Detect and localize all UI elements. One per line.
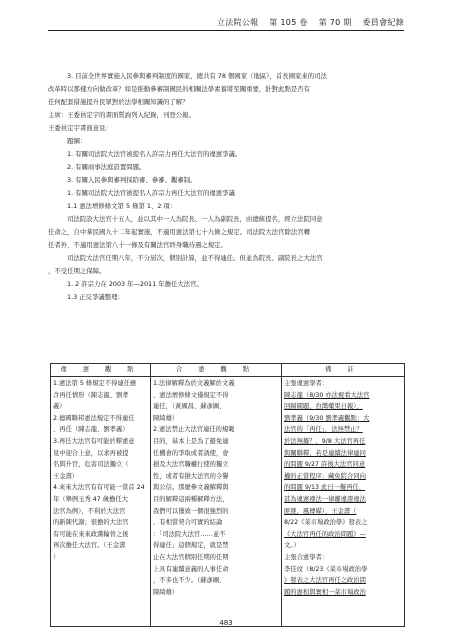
remarks-cell [282, 377, 405, 627]
cell-line: 匪匪，風傳媒）、王金壽（ [284, 507, 357, 515]
cell-line: 連任，（黃國昌、蘇彥圖、 [153, 403, 226, 411]
body-line: 主席：王委員定宇的書面質詢列入紀錄，刊登公報。 [48, 111, 195, 119]
cell-line: 法官的「再任」，法無禁止？ [284, 426, 363, 434]
body-line: 3. 目前全世界實施人民參與審判制度的國家，總共有 78 個國家（地區），首長國家來的司法 [67, 72, 327, 80]
cell-line: ：「司法院大法官……並不 [153, 530, 226, 538]
comparison-table [50, 363, 405, 627]
cell-line: 、再任（陳志龍、劉孝義） [53, 426, 129, 434]
body-line: 司法院大法官任期八年，不分屆次，個別計算，並不得連任。但並為院長、副院長之大法官 [67, 254, 323, 262]
body-line: ，不受任期之保障。 [48, 267, 106, 275]
body-text [48, 70, 404, 304]
cell-line: 2.憲法禁止大法官連任的規範 [153, 426, 235, 434]
cell-line: 於法無據？，9/8 大法官再任 [284, 437, 366, 445]
body-line: 1. 有關司法院大法官被提名人許宗力再任大法官的違憲爭議。 [67, 150, 242, 158]
body-line: 改革時以那樣方向做改革？如是推動參審制國民的相關法學素養將至關重要，針對此點是否有 [48, 85, 311, 93]
cell-line: 《大法官再任的政治問題》— [284, 530, 366, 538]
body-line: 司法院設大法官十五人，並以其中一人為院長、一人為副院長，由總統提名，經立法院同意 [67, 215, 323, 223]
cell-line: 回歸閥題，台灣藥果日報）、 [284, 403, 363, 411]
cell-line: 》發表之大法官再任之政治問 [284, 577, 366, 585]
cell-line: 含再任情形（陳志龍、劉孝 [53, 391, 129, 399]
body-line: 3. 有關人民參與審判採陪審、參審、觀審制。 [67, 176, 197, 184]
cell-line: 3.再任大法官有可能於釋憲意 [53, 437, 135, 445]
cell-line: 義） [53, 403, 66, 411]
cell-line: 見中迎合上意，以求再被提 [53, 449, 129, 457]
cell-line: 文。） [284, 542, 300, 550]
cell-line: 再次擔任大法官。（王金壽 [53, 542, 126, 550]
cell-line: ） [53, 553, 60, 561]
body-line: 任者外，不適用憲法第八十一條及有關法官終身職待遇之規定。 [48, 241, 227, 249]
cell-line: 損及大法官職權行使的獨立 [153, 461, 229, 469]
cell-line: 權的正當程序：藏免院合同向 [284, 472, 366, 480]
cell-line: 與關聯釋，若是連續法律連同 [284, 449, 366, 457]
cell-line: 題的憲相與實相一菜市場政治 [284, 588, 366, 596]
cell-line: 劉孝義（9/30 劉孝義觀點：大 [284, 414, 370, 422]
publication-name: 立法院公報 [216, 18, 259, 27]
cell-line: 8/22《菜市場政治學》發表之 [284, 519, 368, 527]
page-number: 483 [219, 619, 233, 627]
body-line: 1. 2 許宗力在 2003 年—2011 年擔任大法官。 [67, 280, 203, 288]
cell-line: 1.法律解釋為於文義解於文義 [153, 380, 235, 387]
body-line: 任命之，自中華民國九十二年起實施，不適用憲法第七十九條之規定。司法院大法官除法官轉 [48, 228, 311, 236]
cell-line: 目的，基本上是為了避免連 [153, 437, 229, 445]
header-constitutional: 合 憲 觀 點 [151, 364, 282, 377]
cell-line: 陳綺雄） [153, 414, 179, 422]
header-unconstitutional: 違 憲 觀 點 [51, 364, 151, 377]
body-line: 2. 有關商事法庭設置問題。 [67, 163, 146, 171]
cell-line: 的問題 9/27 許後大法官同意 [284, 461, 366, 469]
cell-line: 李佳玟（8/23《菜市場政治學 [284, 565, 368, 573]
cell-line: 法官為例），不利於大法官 [53, 507, 126, 515]
cell-line: ，不多也不少。（蘇彥圖、 [153, 577, 226, 585]
cell-line: 我們可以獲致一個很強烈的 [153, 507, 229, 515]
cell-line: 名與升官，危害司法獨立（ [53, 461, 129, 469]
cell-line: 與公信。那麼參文義解釋與 [153, 484, 229, 492]
unconstitutional-cell [51, 377, 151, 627]
cell-line: 陳綺雄） [153, 588, 179, 596]
cell-line: 4.來來大法官有有可能一當首 24 [53, 484, 145, 492]
cell-line: 有可能在來來政黨輪替之後 [53, 530, 129, 538]
body-line: 任何配套措施提升民眾對於法學相關知識的了解？ [48, 98, 189, 106]
cell-line: 主張違憲學者： [284, 380, 329, 387]
cell-line: 的問題 9/13 此日一擬再任， [284, 484, 366, 492]
section-name: 委員會紀錄 [362, 18, 404, 27]
cell-line: 目的解釋這兩種解釋方法， [153, 495, 229, 503]
constitutional-cell [151, 377, 282, 627]
body-line: 1.1 憲法增修條文第 5 條第 1、2 項： [67, 202, 177, 210]
issue-number: 第 70 期 [318, 18, 352, 27]
volume-number: 第 105 卷 [269, 18, 308, 27]
cell-line: 王金壽） [53, 472, 79, 480]
body-line: 1.3 正反爭議整理： [67, 293, 124, 301]
cell-line: 上具有連續意義的人事任命 [153, 565, 229, 573]
body-line: 題綱： [67, 137, 87, 145]
cell-line: 1.憲法第 5 條規定不得連任應 [53, 380, 137, 387]
cell-line: 止在大法官個別任期的任期 [153, 553, 229, 561]
body-line: 王委員定宇書面意見： [48, 124, 112, 132]
header-remarks: 備 註 [282, 364, 405, 377]
table-row [51, 377, 405, 627]
cell-line: 年（舉例玉秀 47 歲擔任大 [53, 495, 128, 503]
cell-line: 的新陳代謝；很擔的大法官 [53, 519, 129, 527]
cell-line: 、憲法增修條文僅規定不得 [153, 391, 229, 399]
cell-line: 性，或者有損大法官的令譽 [153, 472, 229, 480]
cell-line: 任機會的爭取或者誘使，會 [153, 449, 229, 457]
table-header-row [51, 364, 405, 377]
cell-line: 2.德國聯邦憲法規定不得連任 [53, 414, 135, 422]
cell-line: 甚為違憲遵法一律離違證違法 [284, 495, 366, 503]
cell-line: 得連任」這個規定，就是禁 [153, 542, 229, 550]
running-header [209, 17, 404, 28]
cell-line: 主張合憲學者： [284, 553, 329, 561]
header-rule [48, 30, 404, 31]
cell-line: 陳志龍（8/30 亦法視看大法官 [284, 391, 370, 399]
body-line: 1. 有關司法院大法官被提名人許宗力再任大法官的違憲爭議 [67, 189, 235, 197]
cell-line: 、有相當契合可實的結論 [153, 519, 223, 527]
